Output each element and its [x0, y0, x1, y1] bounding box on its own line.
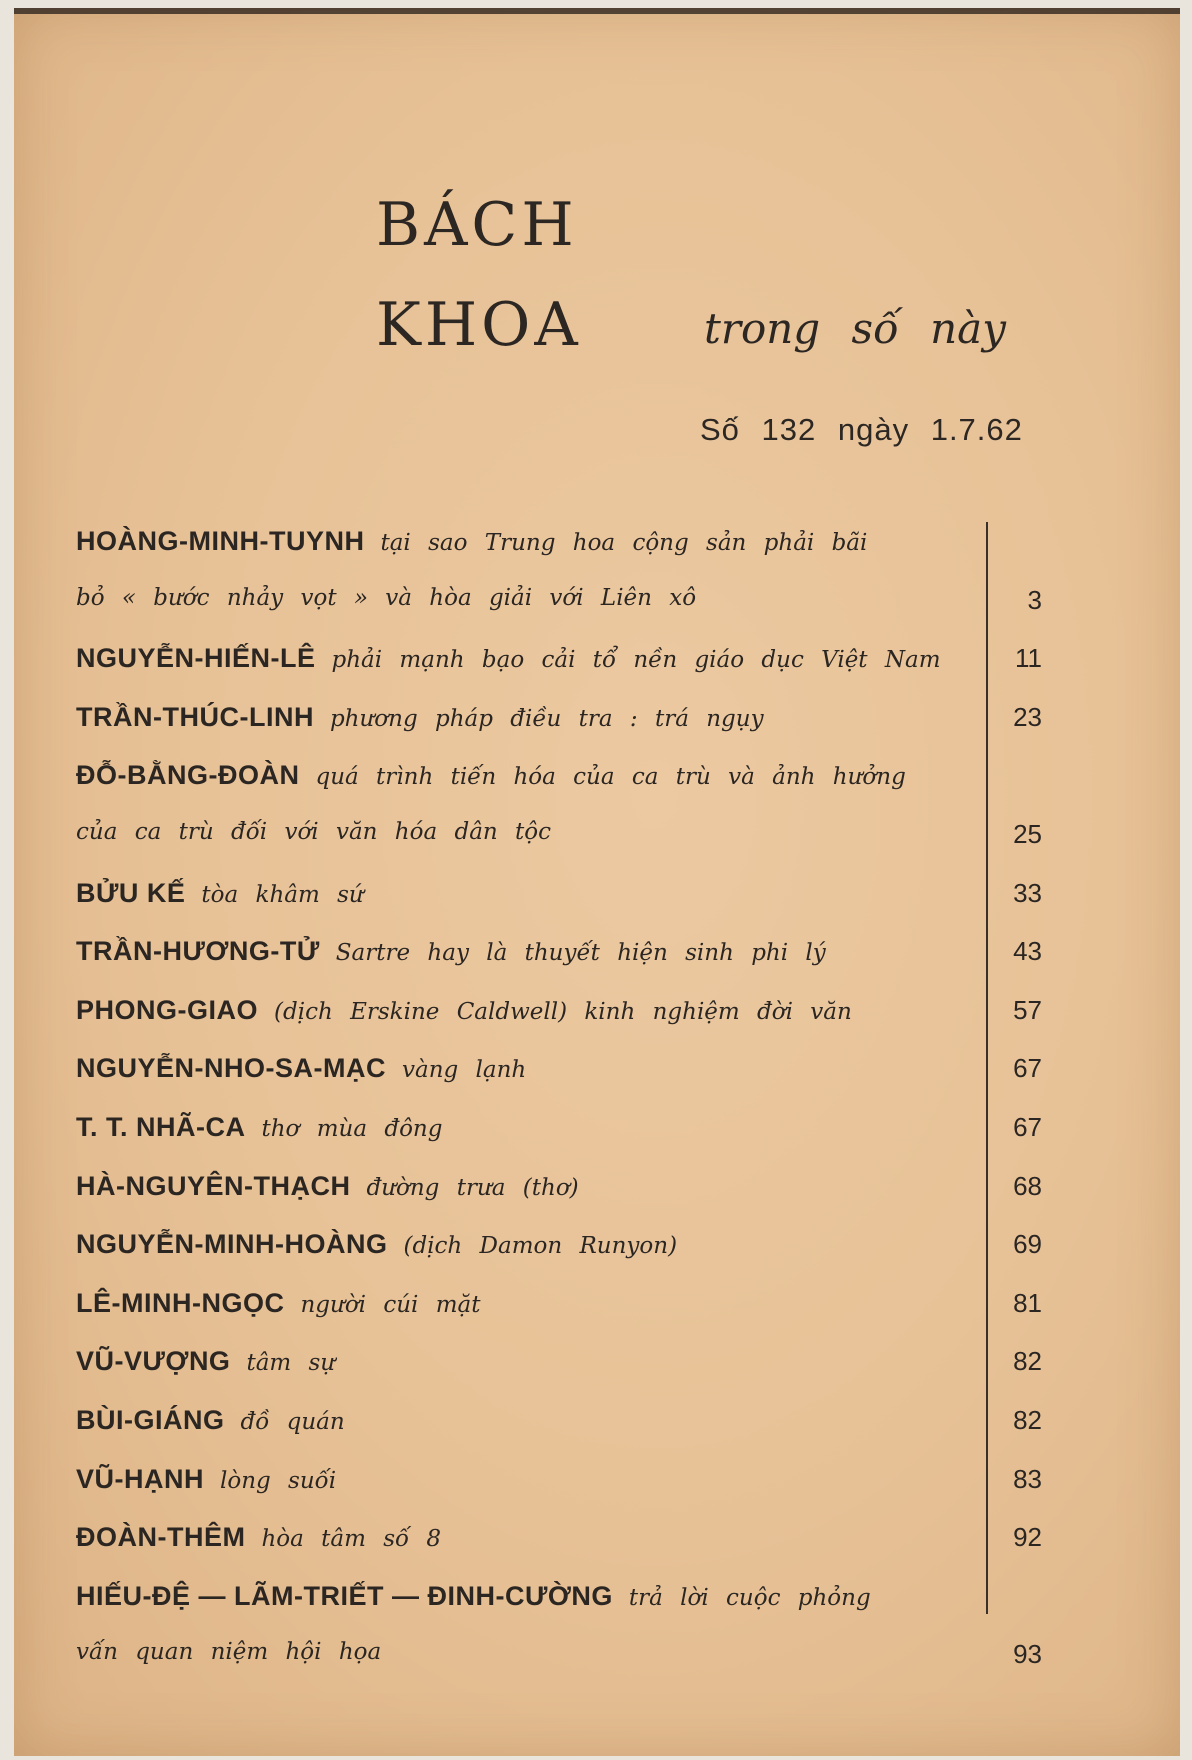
- toc-page-number: 33: [1013, 878, 1042, 908]
- toc-author: BÙI-GIÁNG: [76, 1405, 225, 1435]
- toc-entry: [76, 1405, 1042, 1445]
- magazine-page: [14, 8, 1180, 1756]
- toc-title: (dịch Damon Runyon): [403, 1233, 678, 1259]
- toc-entry: [76, 760, 1042, 800]
- toc-page-number: 23: [1013, 702, 1042, 732]
- toc-title: tâm sự: [246, 1350, 336, 1376]
- toc-page-number: 25: [1013, 819, 1042, 849]
- toc-title: người cúi mặt: [300, 1292, 481, 1318]
- toc-title: vàng lạnh: [401, 1057, 527, 1083]
- toc-page-number: 67: [1013, 1053, 1042, 1083]
- toc-title: lòng suối: [220, 1468, 337, 1494]
- toc-entry: [76, 819, 1042, 859]
- masthead-title-line2: KHOA: [376, 290, 582, 360]
- toc-entry: [76, 1053, 1042, 1093]
- toc-title: phương pháp điều tra : trá ngụy: [329, 706, 764, 732]
- toc-author: ĐOÀN-THÊM: [76, 1522, 246, 1552]
- toc-entry: [76, 526, 1042, 566]
- toc-title: quá trình tiến hóa của ca trù và ảnh hưởng: [315, 764, 906, 790]
- toc-entry: [76, 1288, 1042, 1328]
- toc-author: BỬU KẾ: [76, 878, 186, 908]
- toc-title: tại sao Trung hoa cộng sản phải bãi: [380, 530, 868, 556]
- issue-info: Số 132 ngày 1.7.62: [700, 412, 1023, 447]
- toc-author: HOÀNG-MINH-TUYNH: [76, 526, 365, 556]
- toc-page-number: 83: [1013, 1464, 1042, 1494]
- toc-title: đồ quán: [240, 1409, 345, 1435]
- toc-entry: [76, 1581, 1042, 1621]
- toc-page-number: 81: [1013, 1288, 1042, 1318]
- toc-entry: [76, 936, 1042, 976]
- toc-title: hòa tâm số 8: [261, 1526, 442, 1552]
- toc-author: VŨ-VƯỢNG: [76, 1346, 231, 1376]
- toc-page-number: 57: [1013, 995, 1042, 1025]
- toc-title: tòa khâm sứ: [201, 882, 364, 908]
- toc-page-number: 68: [1013, 1171, 1042, 1201]
- toc-title: bỏ « bước nhảy vọt » và hòa giải với Liên xô: [76, 585, 697, 611]
- toc-page-number: 92: [1013, 1522, 1042, 1552]
- masthead-subtitle: trong số này: [704, 304, 1006, 353]
- toc-entry: [76, 1639, 1042, 1679]
- toc-title: Sartre hay là thuyết hiện sinh phi lý: [335, 940, 826, 966]
- toc-entry: [76, 643, 1042, 683]
- toc-entry: [76, 995, 1042, 1035]
- toc-entry: [76, 1464, 1042, 1504]
- toc-author: TRẦN-THÚC-LINH: [76, 702, 314, 732]
- toc-title: (dịch Erskine Caldwell) kinh nghiệm đời văn: [274, 999, 852, 1025]
- toc-author: TRẦN-HƯƠNG-TỬ: [76, 936, 320, 966]
- toc-page-number: 93: [1013, 1639, 1042, 1669]
- toc-entry: [76, 1522, 1042, 1562]
- toc-entry: [76, 1229, 1042, 1269]
- toc-title: trả lời cuộc phỏng: [628, 1585, 871, 1611]
- toc-entry: [76, 878, 1042, 918]
- toc-author: NGUYỄN-NHO-SA-MẠC: [76, 1053, 386, 1083]
- toc-entry: [76, 702, 1042, 742]
- toc-author: T. T. NHÃ-CA: [76, 1112, 246, 1142]
- toc-author: NGUYỄN-MINH-HOÀNG: [76, 1229, 388, 1259]
- toc-title: vấn quan niệm hội họa: [76, 1639, 382, 1665]
- toc-entry: [76, 1171, 1042, 1211]
- toc-entry: [76, 1112, 1042, 1152]
- toc-author: HIẾU-ĐỆ — LÃM-TRIẾT — ĐINH-CƯỜNG: [76, 1581, 613, 1611]
- toc-title: của ca trù đối với văn hóa dân tộc: [76, 819, 551, 845]
- toc-author: ĐỖ-BẰNG-ĐOÀN: [76, 760, 300, 790]
- toc-title: thơ mùa đông: [261, 1116, 443, 1142]
- toc-entry: [76, 1346, 1042, 1386]
- toc-author: NGUYỄN-HIẾN-LÊ: [76, 643, 316, 673]
- toc-title: phải mạnh bạo cải tổ nền giáo dục Việt Nam: [331, 647, 941, 673]
- masthead-title-line1: BÁCH: [376, 190, 578, 260]
- toc-author: LÊ-MINH-NGỌC: [76, 1288, 285, 1318]
- toc-author: PHONG-GIAO: [76, 995, 259, 1025]
- toc-author: HÀ-NGUYÊN-THẠCH: [76, 1171, 351, 1201]
- toc-entry: [76, 585, 1042, 625]
- toc-page-number: 3: [1027, 585, 1042, 615]
- toc-page-number: 43: [1013, 936, 1042, 966]
- toc-title: đường trưa (thơ): [366, 1175, 579, 1201]
- toc-page-number: 82: [1013, 1405, 1042, 1435]
- toc-page-number: 82: [1013, 1346, 1042, 1376]
- toc-page-number: 67: [1013, 1112, 1042, 1142]
- toc-page-number: 11: [1015, 643, 1042, 673]
- toc-author: VŨ-HẠNH: [76, 1464, 204, 1494]
- toc-page-number: 69: [1013, 1229, 1042, 1259]
